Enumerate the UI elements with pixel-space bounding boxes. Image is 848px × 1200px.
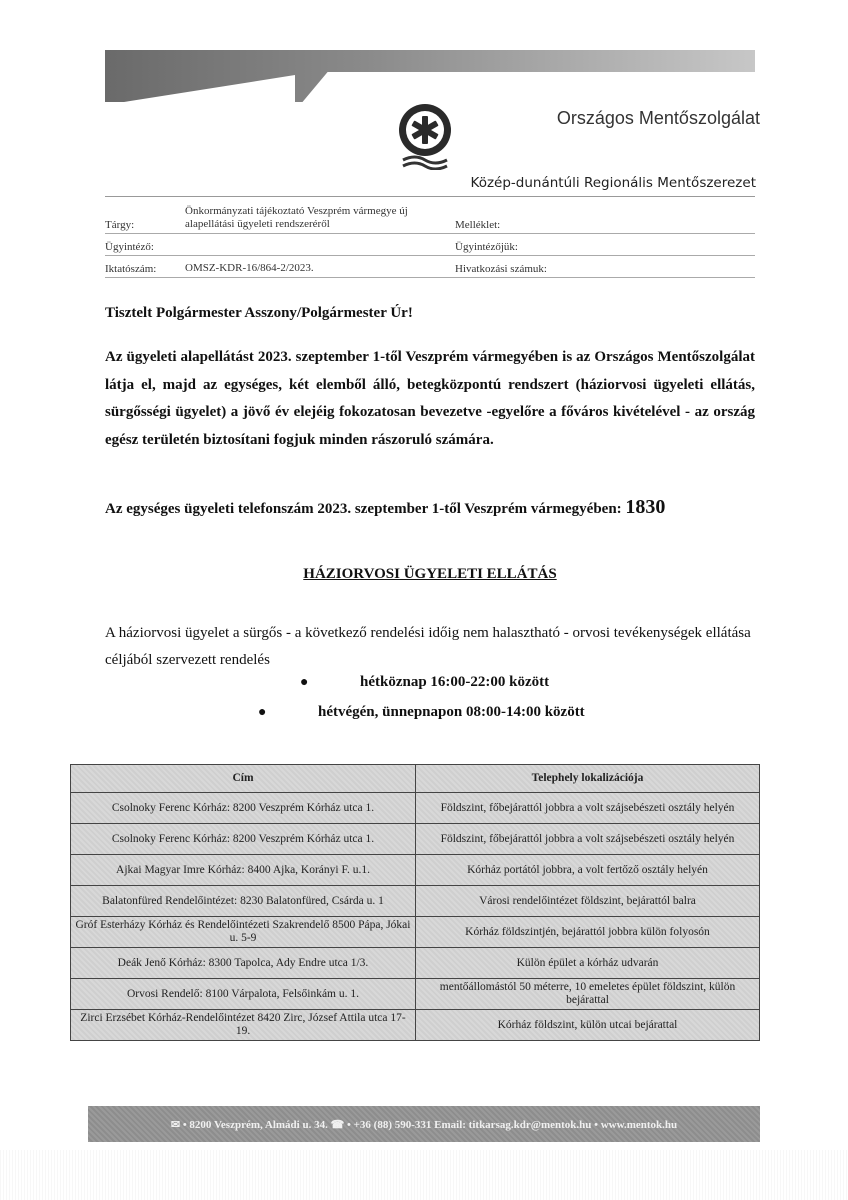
cell-address: Csolnoky Ferenc Kórház: 8200 Veszprém Kórház utca 1.	[71, 824, 416, 855]
ref-label: Hivatkozási számuk:	[455, 263, 547, 275]
salutation: Tisztelt Polgármester Asszony/Polgármester Úr!	[105, 305, 413, 321]
schedule-weekday: hétköznap 16:00-22:00 között	[360, 674, 550, 690]
cell-location: Városi rendelőintézet földszint, bejárattól balra	[416, 886, 760, 917]
clerk-value	[185, 251, 455, 255]
cell-location: Földszint, főbejárattól jobbra a volt szájsebészeti osztály helyén	[416, 793, 760, 824]
ambulance-service-logo	[385, 100, 465, 170]
cell-address: Zirci Erzsébet Kórház-Rendelőintézet 8420 Zirc, József Attila utca 17-19.	[71, 1010, 416, 1041]
table-header-row	[71, 765, 760, 793]
cell-location: mentőállomástól 50 méterre, 10 emeletes épület földszint, külön bejárattal	[416, 979, 760, 1010]
bullet-icon: ●	[258, 704, 267, 720]
file-value: OMSZ-KDR-16/864-2/2023.	[185, 262, 314, 274]
organization-name: Országos Mentőszolgálat	[556, 108, 760, 128]
meta-row-clerk	[105, 234, 755, 256]
cell-address: Csolnoky Ferenc Kórház: 8200 Veszprém Kórház utca 1.	[71, 793, 416, 824]
intro-paragraph: Az ügyeleti alapellátást 2023. szeptember 1-től Veszprém vármegyében is az Országos Mentőszolgálat látja el, majd az egységes, két elemből álló, betegközpontú rendszert (háziorvosi ügyeleti ellátás, sürgősségi ügyelet) a jövő év elejéig fokozatosan bevezetve -egyelőre a főváros kivételével - az ország egész területén biztosítani fogjuk minden rászoruló számára.	[105, 349, 755, 448]
subject-value: Önkormányzati tájékoztató Veszprém vármegye új alapellátási ügyeleti rendszeréről	[185, 205, 408, 230]
meta-row-subject	[105, 198, 755, 234]
schedule-item	[300, 674, 549, 691]
sites-table	[70, 764, 760, 1041]
table-row	[71, 855, 760, 886]
their-clerk-label: Ügyintézőjük:	[455, 241, 518, 253]
table-row	[71, 979, 760, 1010]
schedule-item	[258, 704, 585, 721]
description-paragraph: A háziorvosi ügyelet a sürgős - a következő rendelési időig nem halasztható - orvosi tevékenységek ellátása céljából szervezett rendelés	[105, 625, 751, 668]
phone-line	[105, 496, 755, 519]
col-header-location: Telephely lokalizációja	[416, 765, 760, 793]
section-title: HÁZIORVOSI ÜGYELETI ELLÁTÁS	[303, 566, 557, 582]
file-label: Iktatószám:	[105, 263, 157, 275]
table-row	[71, 793, 760, 824]
attachment-label: Melléklet:	[455, 219, 501, 231]
subject-label: Tárgy:	[105, 219, 135, 231]
region-name: Közép-dunántúli Regionális Mentőszerezet	[470, 175, 756, 191]
footer-contact-bar	[88, 1106, 760, 1142]
bullet-icon: ●	[300, 674, 309, 690]
clerk-label: Ügyintéző:	[105, 241, 154, 253]
cell-location: Kórház földszint, külön utcai bejárattal	[416, 1010, 760, 1041]
header-banner-gap	[300, 72, 760, 105]
meta-row-file	[105, 256, 755, 278]
cell-location: Kórház portától jobbra, a volt fertőző osztály helyén	[416, 855, 760, 886]
meta-block	[105, 198, 755, 278]
cell-location: Földszint, főbejárattól jobbra a volt szájsebészeti osztály helyén	[416, 824, 760, 855]
meta-divider	[105, 196, 755, 197]
cell-location: Kórház földszintjén, bejárattól jobbra külön folyosón	[416, 917, 760, 948]
cell-address: Ajkai Magyar Imre Kórház: 8400 Ajka, Korányi F. u.1.	[71, 855, 416, 886]
phone-text: Az egységes ügyeleti telefonszám 2023. szeptember 1-től Veszprém vármegyében:	[105, 501, 622, 517]
cell-location: Külön épület a kórház udvarán	[416, 948, 760, 979]
footer-contact-text: ✉ • 8200 Veszprém, Almádi u. 34. ☎ • +36 (88) 590-331 Email: titkarsag.kdr@mentok.hu • www.mentok.hu	[170, 1118, 678, 1131]
table-row	[71, 948, 760, 979]
table-row	[71, 1010, 760, 1041]
schedule-weekend: hétvégén, ünnepnapon 08:00-14:00 között	[318, 704, 585, 720]
cell-address: Orvosi Rendelő: 8100 Várpalota, Felsőinkám u. 1.	[71, 979, 416, 1010]
phone-number: 1830	[625, 496, 666, 518]
table-row	[71, 886, 760, 917]
table-row	[71, 824, 760, 855]
scan-noise	[0, 1150, 848, 1200]
table-row	[71, 917, 760, 948]
cell-address: Gróf Esterházy Kórház és Rendelőintézeti Szakrendelő 8500 Pápa, Jókai u. 5-9	[71, 917, 416, 948]
cell-address: Deák Jenő Kórház: 8300 Tapolca, Ady Endre utca 1/3.	[71, 948, 416, 979]
cell-address: Balatonfüred Rendelőintézet: 8230 Balatonfüred, Csárda u. 1	[71, 886, 416, 917]
col-header-address: Cím	[71, 765, 416, 793]
